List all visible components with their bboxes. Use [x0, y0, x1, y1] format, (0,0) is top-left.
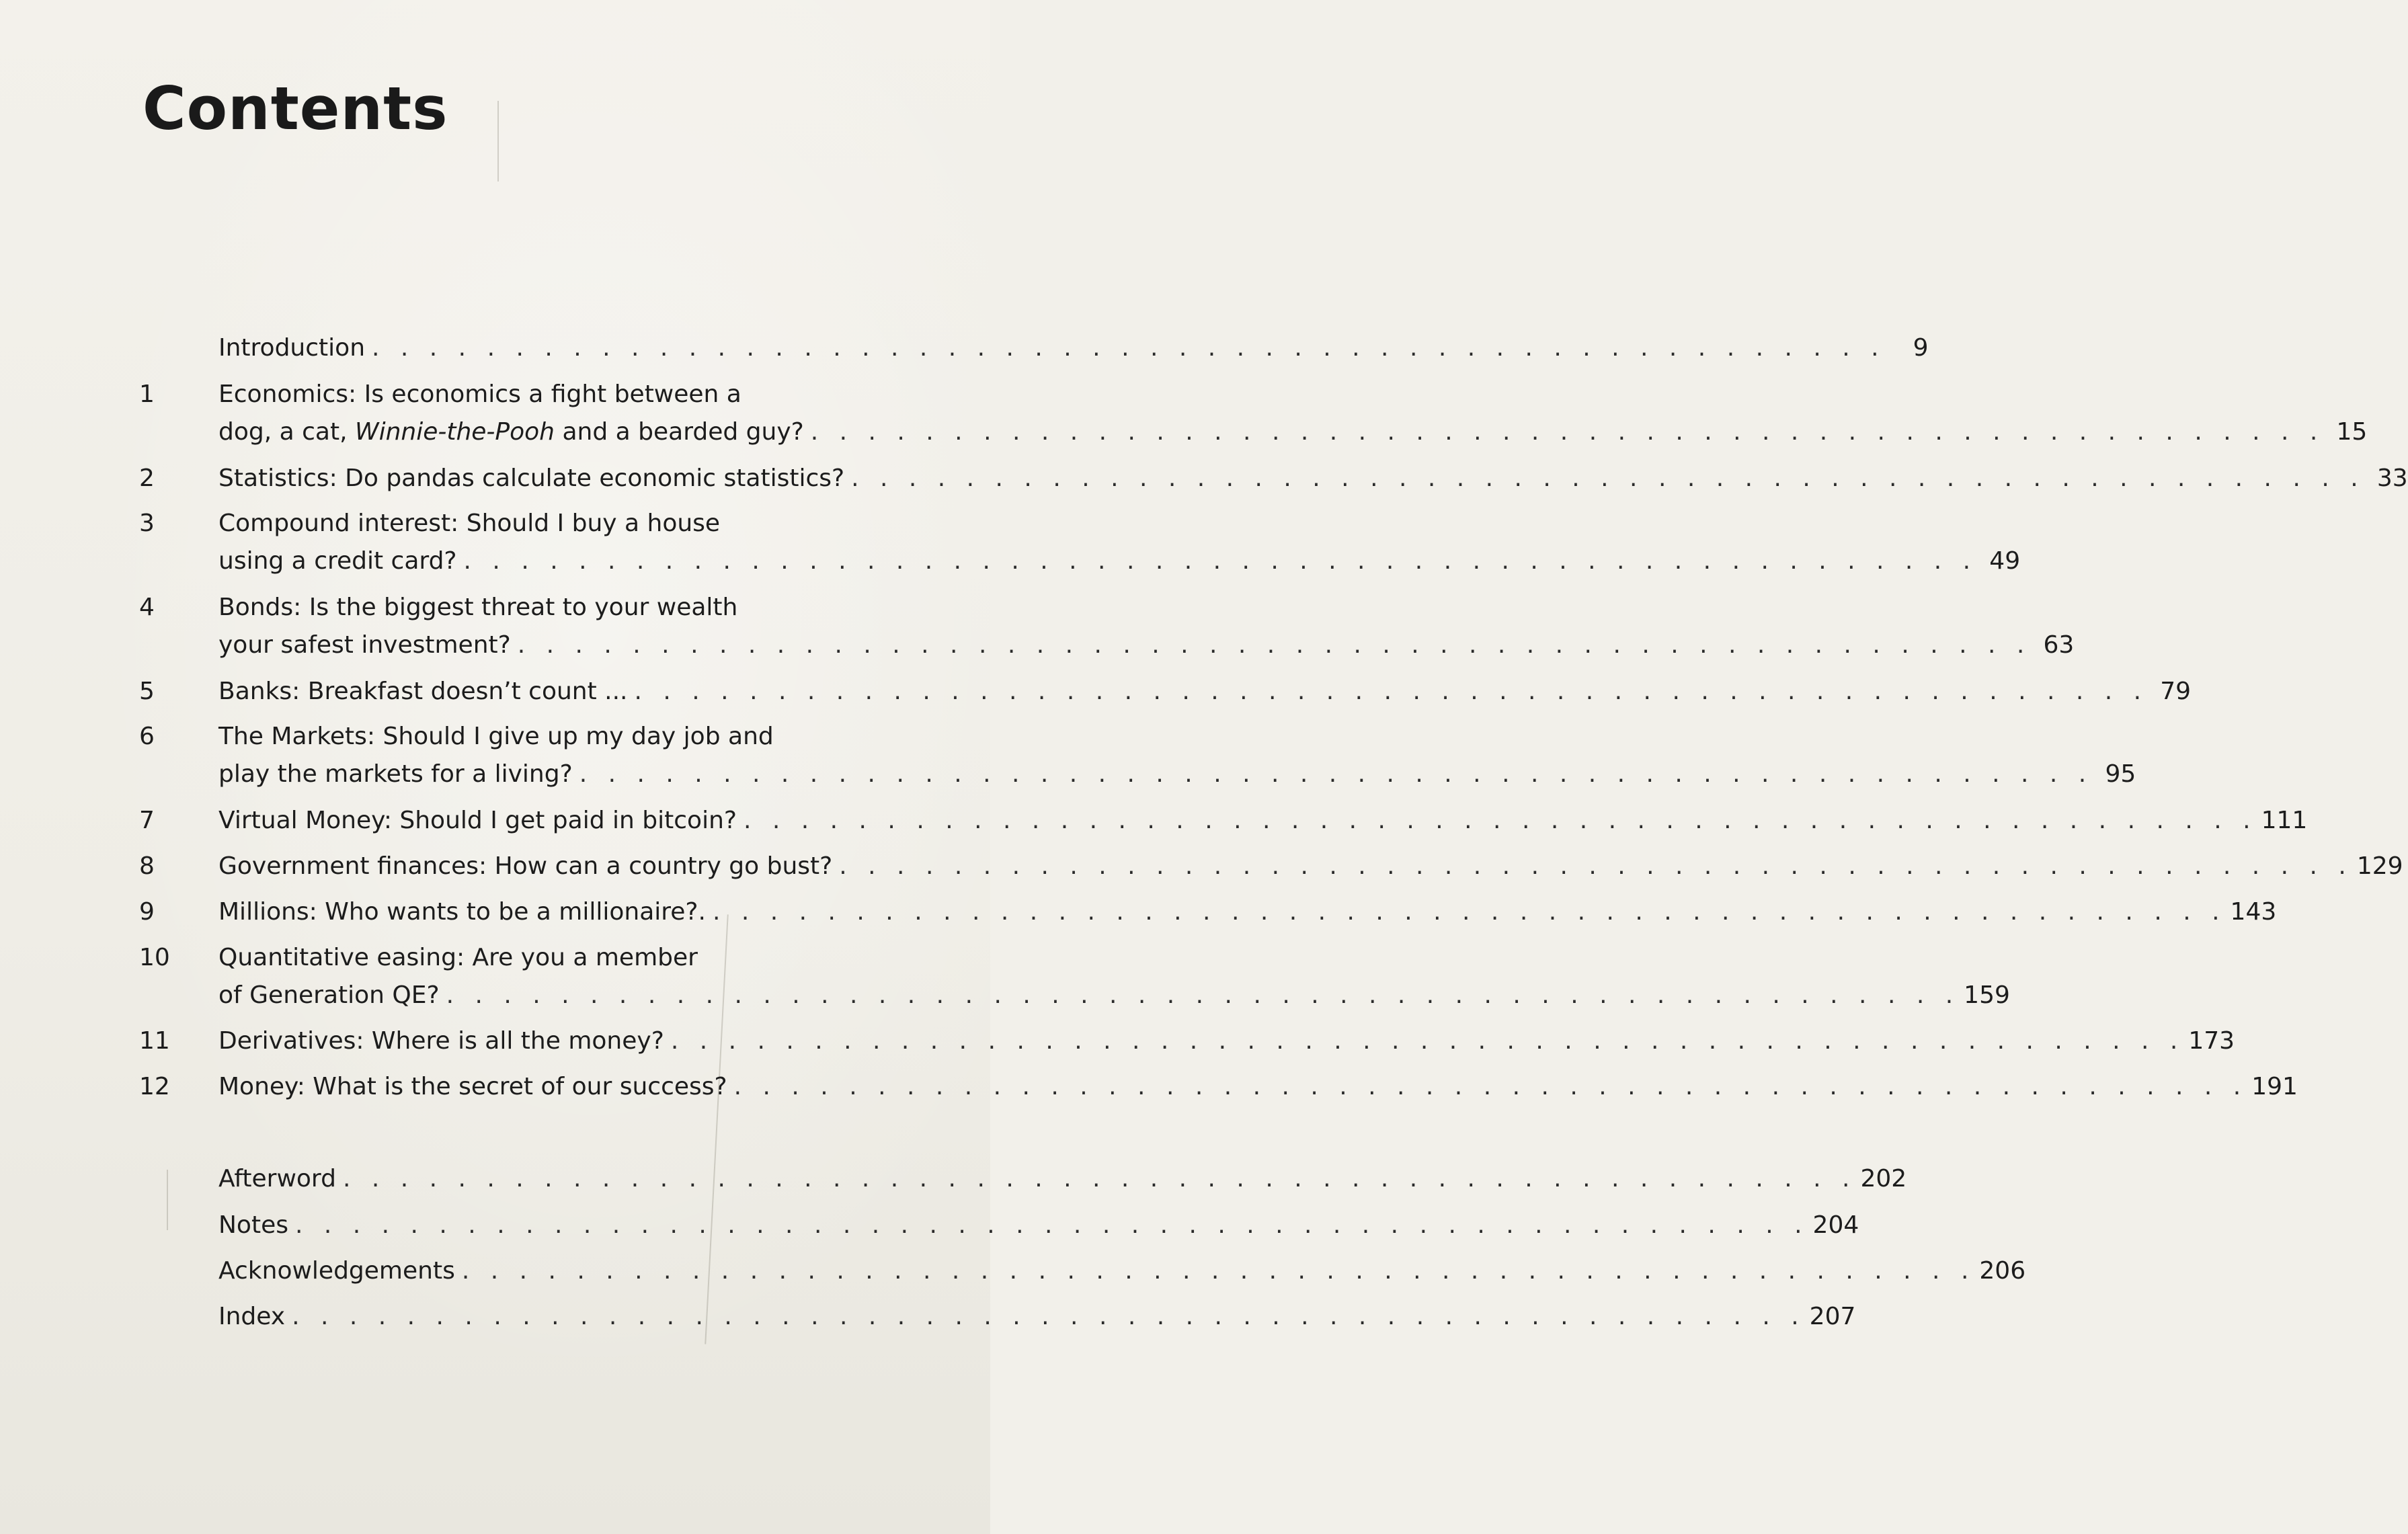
toc-entry-title-line1: Bonds: Is the biggest threat to your wealth	[218, 594, 738, 621]
dot-leader: . . . . . . . . . . . . . . . . . . . . . . . . . . . . . . . . . . . . . . . . . . . . . . . . . . . . .	[463, 547, 1978, 575]
toc-page-number: 202	[1860, 1165, 1907, 1193]
chapter-number: 11	[139, 1027, 170, 1055]
dot-leader: . . . . . . . . . . . . . . . . . . . . . . . . . . . . . . . . . . . . . . . . . . . . . . . . . . . . .	[372, 334, 1886, 362]
dot-leader: . . . . . . . . . . . . . . . . . . . . . . . . . . . . . . . . . . . . . . . . . . . . . . . . . . . . .	[517, 631, 2032, 659]
chapter-number: 2	[139, 465, 155, 492]
toc-page-number: 129	[2356, 852, 2403, 880]
chapter-number: 4	[139, 594, 155, 621]
page-title: Contents	[143, 74, 448, 143]
dot-leader: . . . . . . . . . . . . . . . . . . . . . . . . . . . . . . . . . . . . . . . . . . . . . . . . . . . . .	[342, 1165, 1857, 1193]
toc-entry-title: using a credit card?	[218, 547, 457, 575]
toc-entry-title: Virtual Money: Should I get paid in bitcoin?	[218, 807, 737, 834]
dot-leader: . . . . . . . . . . . . . . . . . . . . . . . . . . . . . . . . . . . . . . . . . . . . . . . . . . . . .	[839, 852, 2353, 880]
dot-leader: . . . . . . . . . . . . . . . . . . . . . . . . . . . . . . . . . . . . . . . . . . . . . . . . . . . . .	[733, 1073, 2248, 1100]
toc-entry-title-part: and a bearded guy?	[555, 418, 804, 446]
toc-page-number: 63	[2043, 631, 2075, 659]
dot-leader: . . . . . . . . . . . . . . . . . . . . . . . . . . . . . . . . . . . . . . . . . . . . . . . . . . . . .	[744, 807, 2257, 834]
chapter-number: 10	[139, 944, 170, 971]
dot-leader: . . . . . . . . . . . . . . . . . . . . . . . . . . . . . . . . . . . . . . . . . . . . . . . . . . . . .	[634, 678, 2149, 705]
toc-entry-title: Acknowledgements	[218, 1257, 455, 1285]
dot-leader: . . . . . . . . . . . . . . . . . . . . . . . . . . . . . . . . . . . . . . . . . . . . . . . . . . . . .	[461, 1257, 1976, 1285]
toc-entry-title-line1: Compound interest: Should I buy a house	[218, 510, 721, 537]
dot-leader: . . . . . . . . . . . . . . . . . . . . . . . . . . . . . . . . . . . . . . . . . . . . . . . . . . . . .	[292, 1303, 1806, 1330]
chapter-number: 1	[139, 380, 155, 408]
chapter-number: 8	[139, 852, 155, 880]
chapter-number: 12	[139, 1073, 170, 1100]
toc-entry-title: Derivatives: Where is all the money?	[218, 1027, 664, 1055]
toc-entry-title: Index	[218, 1303, 286, 1330]
toc-entry-title: Banks: Breakfast doesn’t count ...	[218, 678, 628, 705]
toc-page-number: 9	[1913, 334, 1929, 362]
toc-entry-title: play the markets for a living?	[218, 760, 573, 788]
chapter-number: 3	[139, 510, 155, 537]
dot-leader: . . . . . . . . . . . . . . . . . . . . . . . . . . . . . . . . . . . . . . . . . . . . . . . . . . . . .	[446, 981, 1960, 1009]
toc-entry-title	[218, 409, 804, 454]
toc-page-number: 95	[2105, 760, 2136, 788]
toc-entry-title: of Generation QE?	[218, 981, 440, 1009]
chapter-number: 5	[139, 678, 155, 705]
toc-entry-title: Notes	[218, 1211, 288, 1239]
toc-page-number: 49	[1989, 547, 2021, 575]
dot-leader: . . . . . . . . . . . . . . . . . . . . . . . . . . . . . . . . . . . . . . . . . . . . . . . . . . . . .	[294, 1211, 1809, 1239]
toc-page-number: 173	[2188, 1027, 2235, 1055]
toc-page-number: 207	[1809, 1303, 1856, 1330]
chapter-number: 7	[139, 807, 155, 834]
toc-entry-title: Money: What is the secret of our success?	[218, 1073, 727, 1100]
toc-entry-title: Statistics: Do pandas calculate economic statistics?	[218, 465, 845, 492]
toc-entry-title-part: dog, a cat,	[218, 418, 355, 446]
toc-page-number: 191	[2251, 1073, 2298, 1100]
toc-entry-title: Government finances: How can a country go bust?	[218, 852, 833, 880]
toc-page-number: 143	[2230, 898, 2277, 926]
toc-entry-title: Introduction	[218, 334, 366, 362]
toc-page-number: 206	[1979, 1257, 2026, 1285]
toc-page-number: 204	[1812, 1211, 1859, 1239]
chapter-number: 9	[139, 898, 155, 926]
dot-leader: . . . . . . . . . . . . . . . . . . . . . . . . . . . . . . . . . . . . . . . . . . . . . . . . . . . . .	[810, 418, 2325, 446]
dot-leader: . . . . . . . . . . . . . . . . . . . . . . . . . . . . . . . . . . . . . . . . . . . . . . . . . . . . .	[579, 760, 2093, 788]
toc-page-number: 33	[2376, 465, 2408, 492]
dot-leader: . . . . . . . . . . . . . . . . . . . . . . . . . . . . . . . . . . . . . . . . . . . . . . . . . . . . .	[712, 898, 2226, 926]
toc-entry-title-line1: Economics: Is economics a fight between a	[218, 380, 741, 408]
toc-page-number: 159	[1964, 981, 2010, 1009]
toc-entry-title: your safest investment?	[218, 631, 511, 659]
toc-entry-title: Afterword	[218, 1165, 336, 1193]
toc-page-number: 15	[2336, 418, 2368, 446]
dot-leader: . . . . . . . . . . . . . . . . . . . . . . . . . . . . . . . . . . . . . . . . . . . . . . . . . . . . .	[851, 465, 2365, 492]
toc-page-number: 79	[2160, 678, 2192, 705]
chapter-number: 6	[139, 723, 155, 750]
toc-entry-title-line1: The Markets: Should I give up my day job and	[218, 723, 774, 750]
toc-entry-title: Millions: Who wants to be a millionaire?.	[218, 898, 706, 926]
toc-entry-title-line1: Quantitative easing: Are you a member	[218, 944, 698, 971]
toc-entry-title-italic: Winnie-the-Pooh	[354, 418, 555, 446]
dot-leader: . . . . . . . . . . . . . . . . . . . . . . . . . . . . . . . . . . . . . . . . . . . . . . . . . . . . .	[670, 1027, 2185, 1055]
toc-page-number: 111	[2261, 807, 2308, 834]
